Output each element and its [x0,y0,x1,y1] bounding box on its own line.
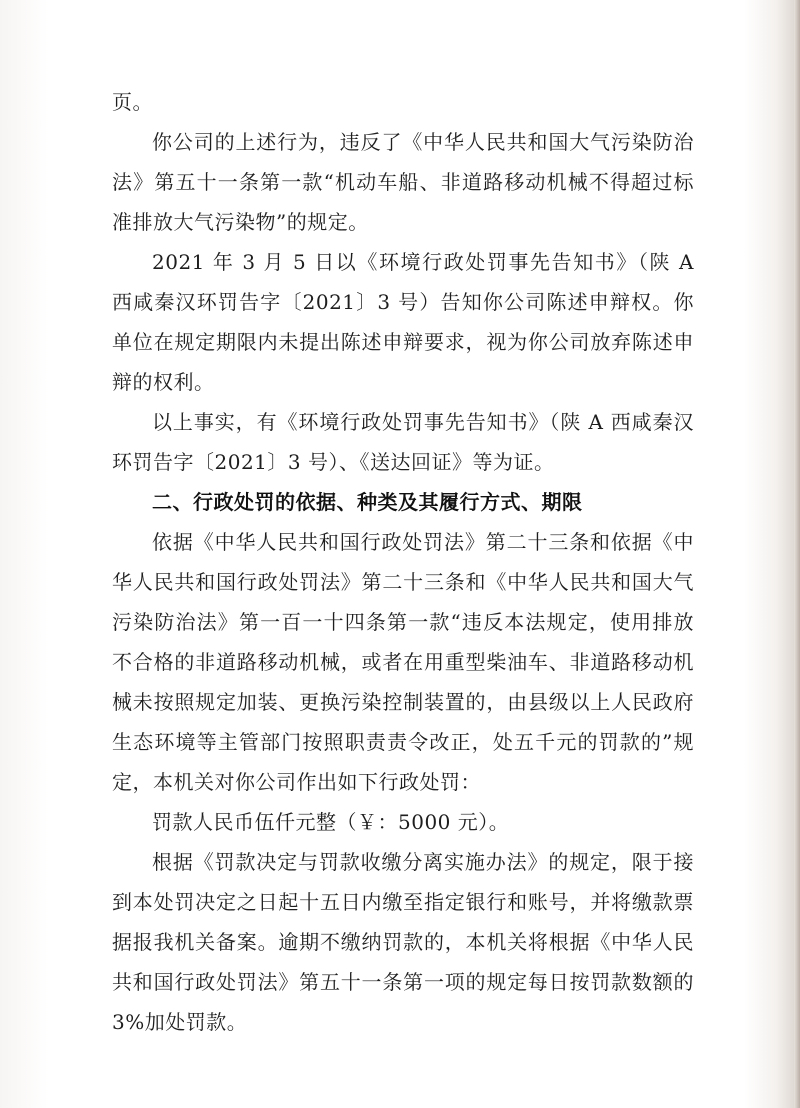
paragraph-evidence: 以上事实，有《环境行政处罚事先告知书》（陕 A 西咸秦汉环罚告字〔2021〕3 号）、《送达回证》等为证。 [112,410,694,474]
paragraph-legal-basis: 依据《中华人民共和国行政处罚法》第二十三条和依据《中华人民共和国行政处罚法》第二十三条和《中华人民共和国大气污染防治法》第一百一十四条第一款“违反本法规定，使用排放不合格的非道路移动机械，或者在用重型柴油车、非道路移动机械未按照规定加装、更换污染控制装置的，由县级以上人民政府生态环境等主管部门按照职责责令改正，处五千元的罚款的”规定，本机关对你公司作出如下行政处罚： [112,530,694,794]
section-heading: 二、行政处罚的依据、种类及其履行方式、期限 [152,490,583,514]
paragraph-violation: 你公司的上述行为，违反了《中华人民共和国大气污染防治法》第五十一条第一款“机动车船、非道路移动机械不得超过标准排放大气污染物”的规定。 [112,130,694,234]
page-edge-shadow [794,0,800,1108]
paragraph-continuation: 页。 [112,90,153,114]
paragraph-payment-terms: 根据《罚款决定与罚款收缴分离实施办法》的规定，限于接到本处罚决定之日起十五日内缴至指定银行和账号，并将缴款票据报我机关备案。逾期不缴纳罚款的，本机关将根据《中华人民共和国行政处罚法》第五十一条第一项的规定每日按罚款数额的 3%加处罚款。 [112,850,694,1034]
paragraph-notice: 2021 年 3 月 5 日以《环境行政处罚事先告知书》（陕 A 西咸秦汉环罚告字〔2021〕3 号）告知你公司陈述申辩权。你单位在规定期限内未提出陈述申辩要求，视为你公司放弃陈述申辩的权利。 [112,250,694,394]
document-body [112,82,694,1042]
paragraph-fine-amount: 罚款人民币伍仟元整（￥：5000 元）。 [152,810,510,834]
